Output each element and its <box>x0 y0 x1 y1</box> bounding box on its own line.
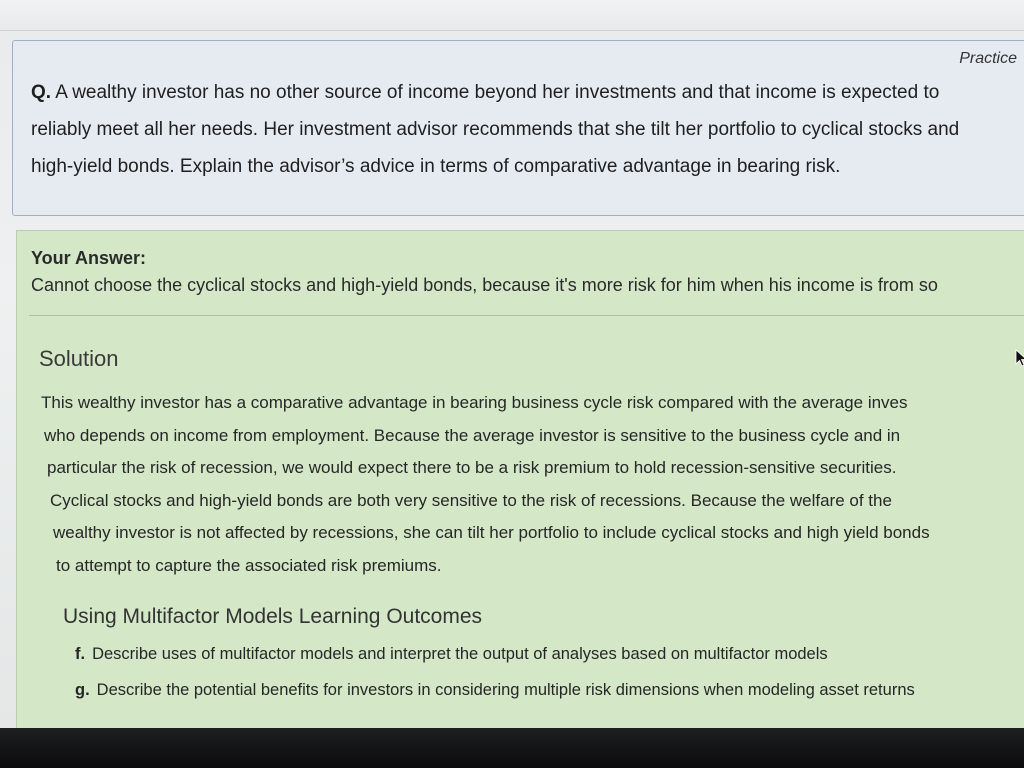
solution-line: wealthy investor is not affected by recessions, she can tilt her portfolio to include cyclical stocks and high yield bonds <box>53 523 930 542</box>
solution-line: Cyclical stocks and high-yield bonds are both very sensitive to the risk of recessions. Because the welfare of the <box>50 490 892 510</box>
answer-panel <box>16 230 1024 728</box>
question-marker: Q. <box>31 82 52 103</box>
answer-text: Cannot choose the cyclical stocks and high-yield bonds, because it's more risk for him when his income is from so <box>31 275 938 295</box>
learning-outcome-item: f. Describe uses of multifactor models and interpret the output of analyses based on multifactor models <box>75 645 828 663</box>
practice-label: Practice <box>959 50 1017 67</box>
question-line: Q. A wealthy investor has no other source of income beyond her investments and that income is expected to <box>31 82 940 103</box>
divider <box>29 315 1024 316</box>
learning-outcome-letter: g. <box>75 681 90 699</box>
learning-outcome-letter: f. <box>75 645 86 663</box>
question-panel <box>12 40 1024 216</box>
learning-outcome-item: g. Describe the potential benefits for investors in considering multiple risk dimensions when modeling asset returns <box>75 681 915 699</box>
solution-line: to attempt to capture the associated risk premiums. <box>56 555 442 575</box>
solution-line: who depends on income from employment. Because the average investor is sensitive to the business cycle and in <box>44 425 901 445</box>
solution-title: Solution <box>39 346 119 371</box>
learning-outcomes-title: Using Multifactor Models Learning Outcomes <box>63 605 483 628</box>
mouse-pointer-icon <box>1015 349 1024 367</box>
answer-label: Your Answer: <box>31 248 147 268</box>
solution-text <box>41 387 1024 582</box>
question-text <box>31 74 1024 185</box>
solution-line: particular the risk of recession, we would expect there to be a risk premium to hold recession-sensitive securities. <box>47 458 897 477</box>
question-line: reliably meet all her needs. Her investment advisor recommends that she tilt her portfolio to cyclical stocks and <box>31 119 960 140</box>
question-line: high-yield bonds. Explain the advisor’s advice in terms of comparative advantage in bearing risk. <box>31 156 841 177</box>
monitor-bezel <box>0 728 1024 768</box>
solution-line: This wealthy investor has a comparative advantage in bearing business cycle risk compared with the average inves <box>41 393 908 412</box>
top-bar <box>0 0 1024 31</box>
